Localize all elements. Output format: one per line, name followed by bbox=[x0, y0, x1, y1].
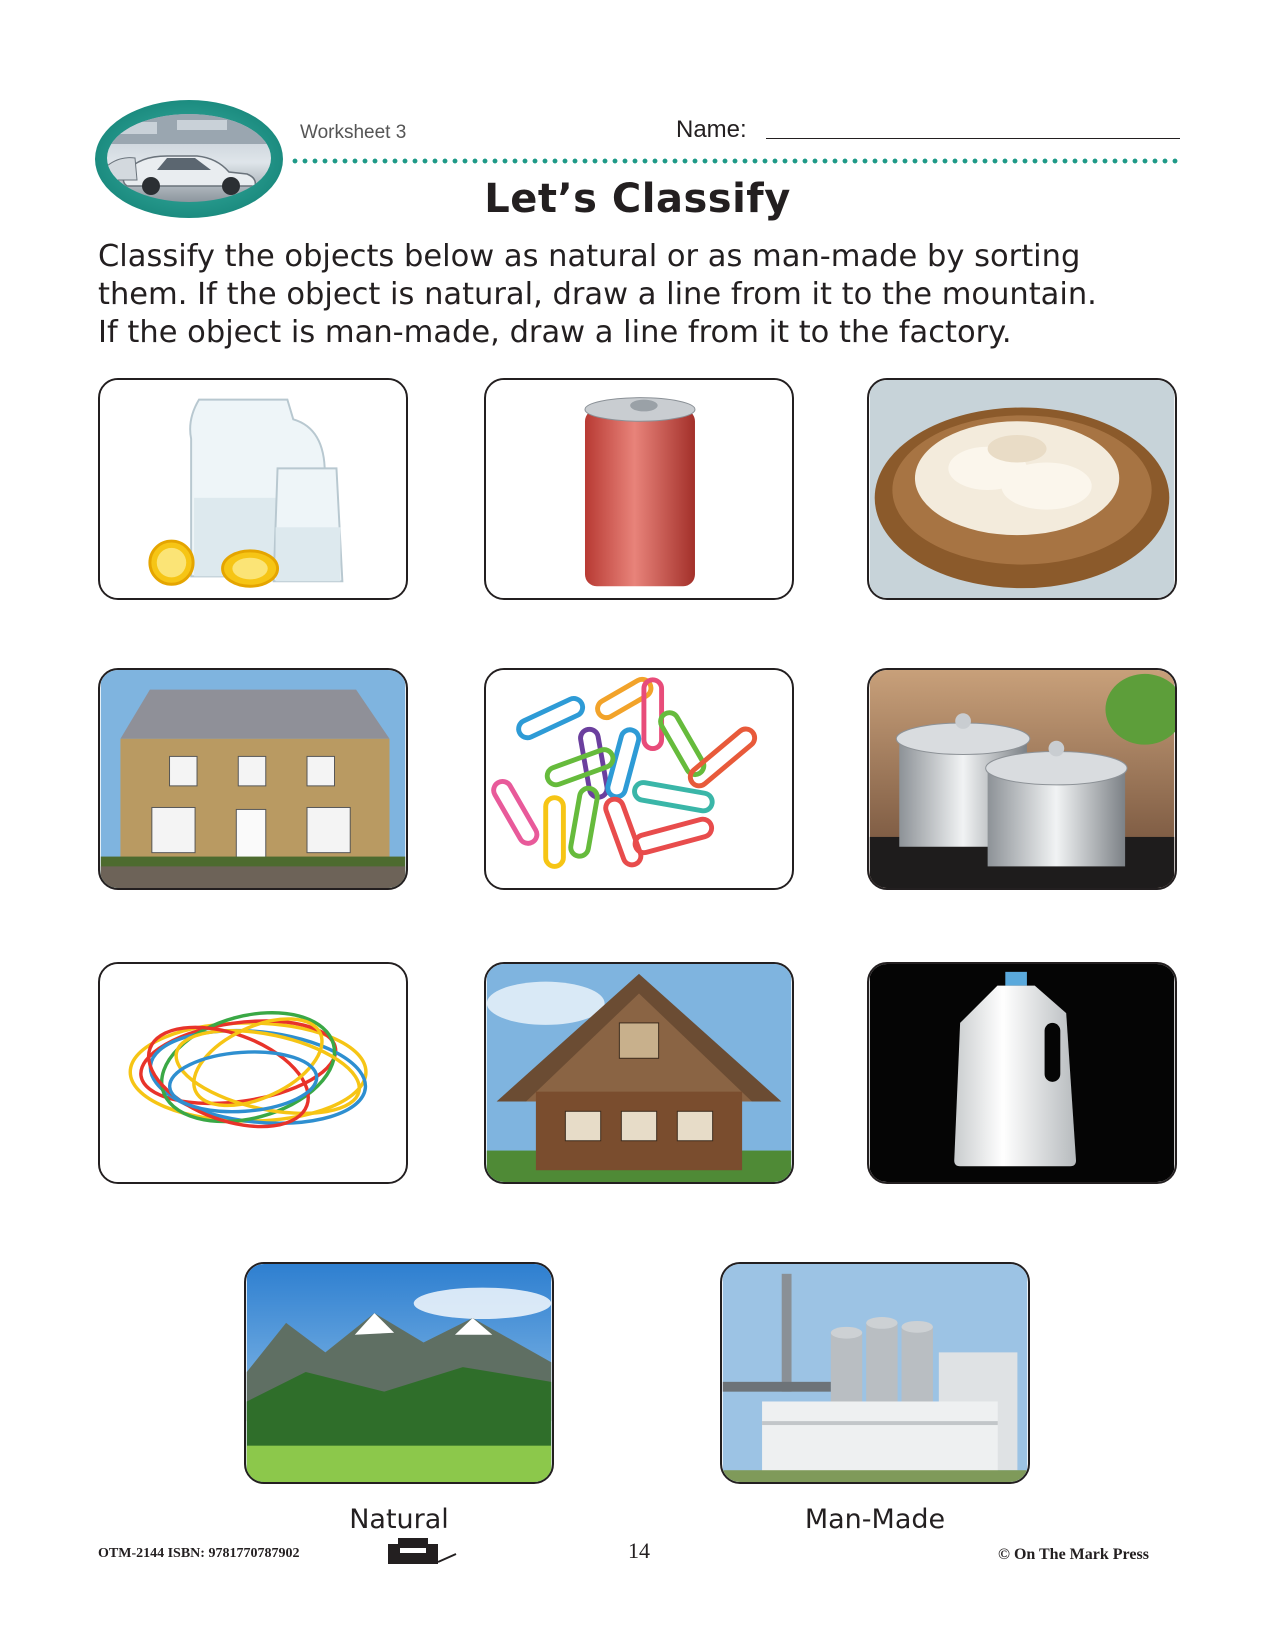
object-card-rubber-bands[interactable] bbox=[98, 962, 408, 1184]
lemonade-pitcher-icon bbox=[100, 380, 406, 598]
instruction-line: If the object is man-made, draw a line from it to the factory. bbox=[98, 315, 1012, 350]
milk-jug-icon bbox=[869, 964, 1175, 1182]
object-card-log-cabin[interactable] bbox=[484, 962, 794, 1184]
paper-clips-icon bbox=[486, 670, 792, 888]
name-label: Name: bbox=[676, 116, 747, 143]
footer-code: OTM-2144 ISBN: 9781770787902 bbox=[98, 1546, 300, 1561]
object-card-paper-clips[interactable] bbox=[484, 668, 794, 890]
factory-icon bbox=[722, 1264, 1028, 1482]
object-card-house[interactable] bbox=[98, 668, 408, 890]
page-number: 14 bbox=[628, 1538, 650, 1563]
page-title: Let’s Classify bbox=[484, 176, 791, 222]
object-card-lemonade[interactable] bbox=[98, 378, 408, 600]
instruction-line: them. If the object is natural, draw a line from it to the mountain. bbox=[98, 277, 1097, 312]
name-field[interactable] bbox=[766, 138, 1180, 139]
category-label-man-made: Man-Made bbox=[804, 1504, 946, 1535]
footer-copyright: © On The Mark Press bbox=[998, 1546, 1149, 1563]
dotted-divider bbox=[290, 158, 1180, 164]
cooking-pots-icon bbox=[869, 670, 1175, 888]
instructions bbox=[98, 238, 1208, 352]
object-card-milk-jug[interactable] bbox=[867, 962, 1177, 1184]
object-card-pots[interactable] bbox=[867, 668, 1177, 890]
stone-house-icon bbox=[100, 670, 406, 888]
wool-basket-icon bbox=[869, 380, 1175, 598]
object-card-soda-can[interactable] bbox=[484, 378, 794, 600]
object-card-wool[interactable] bbox=[867, 378, 1177, 600]
instruction-line: Classify the objects below as natural or as man-made by sorting bbox=[98, 239, 1081, 274]
category-card-natural[interactable] bbox=[244, 1262, 554, 1484]
category-label-natural: Natural bbox=[349, 1504, 449, 1535]
worksheet-label: Worksheet 3 bbox=[300, 122, 407, 143]
mountain-icon bbox=[246, 1264, 552, 1482]
category-card-man-made[interactable] bbox=[720, 1262, 1030, 1484]
rubber-bands-icon bbox=[100, 964, 406, 1182]
log-cabin-icon bbox=[486, 964, 792, 1182]
soda-can-icon bbox=[486, 380, 792, 598]
printer-icon bbox=[386, 1536, 458, 1566]
